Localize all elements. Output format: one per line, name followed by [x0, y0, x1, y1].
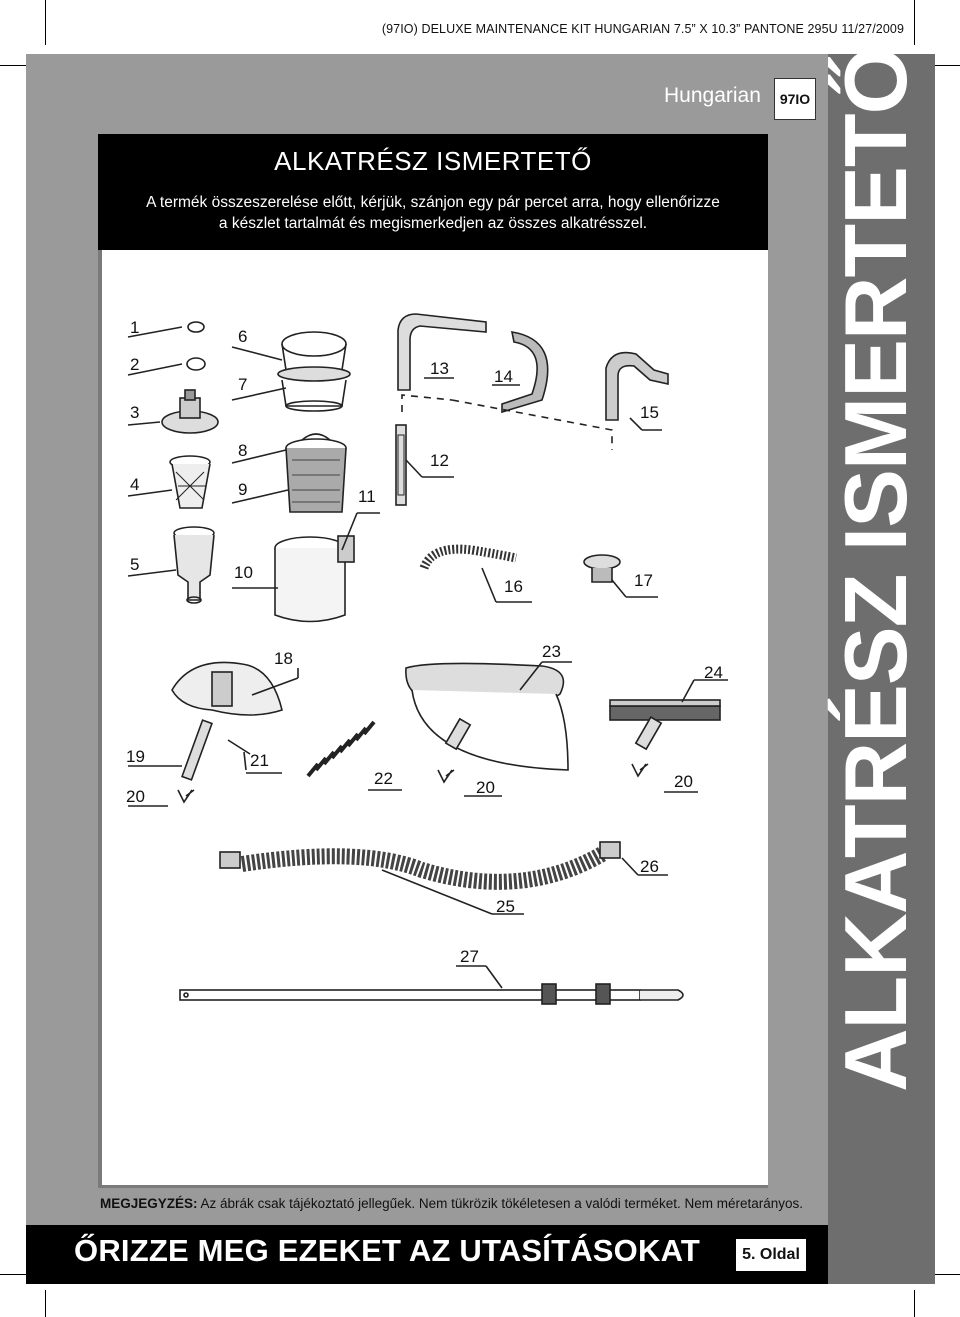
part-number-label: 3: [130, 403, 140, 422]
part-1-o-ring-icon: [188, 322, 204, 332]
part-number-label: 16: [504, 577, 523, 596]
part-number-label: 20: [476, 778, 495, 797]
part-4-strainer-icon: [170, 456, 210, 508]
language-label: Hungarian: [664, 84, 761, 107]
part-number-label: 2: [130, 355, 140, 374]
part-21-pin-icon: [228, 740, 250, 770]
intro-text: [98, 192, 768, 234]
note-label: MEGJEGYZÉS:: [100, 1196, 198, 1211]
part-number-label: 13: [430, 359, 449, 378]
part-number-label: 7: [238, 375, 248, 394]
part-number-label: 25: [496, 897, 515, 916]
part-number-label: 12: [430, 451, 449, 470]
part-number-label: 20: [126, 787, 145, 806]
part-8-9-basket-icon: [286, 434, 346, 512]
part-number-label: 21: [250, 751, 269, 770]
part-16-hose-icon: [424, 549, 516, 568]
note-body: Az ábrák csak tájékoztató jellegűek. Nem tükrözik tökéletesen a valódi terméket. Nem méretarányos.: [197, 1196, 804, 1211]
part-20-clip-icon: [632, 764, 648, 776]
part-number-label: 23: [542, 642, 561, 661]
part-number-label: 11: [358, 487, 376, 506]
part-number-label: 17: [634, 571, 653, 590]
parts-diagram: [102, 250, 768, 1180]
part-number-label: 1: [130, 318, 140, 337]
part-number-label: 4: [130, 475, 140, 494]
part-23-skimmer-icon: [406, 663, 568, 770]
part-number-label: 24: [704, 663, 723, 682]
part-18-vacuum-head-icon: [172, 662, 282, 715]
crop-mark: [914, 1290, 915, 1317]
part-2-o-ring-icon: [187, 358, 205, 370]
crop-mark: [45, 1290, 46, 1317]
part-22-weights-icon: [308, 722, 374, 776]
part-number-label: 9: [238, 480, 248, 499]
title-bar: [98, 134, 768, 182]
part-6-7-float-ring-icon: [278, 332, 350, 411]
part-number-label: 5: [130, 555, 140, 574]
side-title: ALKATRÉSZ ISMERTETŐ: [826, 46, 925, 1092]
printer-info-line: (97IO) DELUXE MAINTENANCE KIT HUNGARIAN 7.5” X 10.3” PANTONE 295U 11/27/2009: [381, 22, 904, 36]
part-20-clip-icon: [438, 770, 454, 782]
part-number-label: 10: [234, 563, 253, 582]
part-number-label: 8: [238, 441, 248, 460]
intro-box: [98, 182, 768, 250]
intro-line-1: A termék összeszerelése előtt, kérjük, szánjon egy pár percet arra, hogy ellenőrizze: [146, 194, 720, 211]
page-title: ALKATRÉSZ ISMERTETŐ: [274, 146, 592, 176]
part-number-label: 26: [640, 857, 659, 876]
part-24-brush-icon: [610, 700, 720, 749]
part-number-label: 22: [374, 769, 393, 788]
part-25-hose-icon: [220, 842, 620, 882]
part-number-label: 15: [640, 403, 659, 422]
part-20-clip-icon: [178, 790, 194, 802]
part-3-valve-icon: [162, 390, 218, 433]
intro-line-2: a készlet tartalmát és megismerkedjen az összes alkatrésszel.: [218, 215, 648, 232]
part-27-pole-icon: [180, 984, 683, 1004]
part-number-label: 20: [674, 772, 693, 791]
note-text: [100, 1196, 803, 1211]
part-17-cap-icon: [584, 555, 620, 582]
part-number-label: 14: [494, 367, 513, 386]
part-5-adapter-icon: [174, 527, 214, 603]
part-12-hanger-icon: [396, 425, 406, 505]
part-number-label: 6: [238, 327, 248, 346]
page-number: 5. Oldal: [736, 1239, 806, 1271]
keep-instructions-text: ŐRIZZE MEG EZEKET AZ UTASÍTÁSOKAT: [74, 1233, 701, 1268]
part-number-label: 27: [460, 947, 479, 966]
part-19-handle-icon: [182, 720, 212, 780]
part-number-label: 19: [126, 747, 145, 766]
model-badge: 97IO: [774, 78, 816, 120]
crop-mark: [45, 0, 46, 45]
part-number-label: 18: [274, 649, 293, 668]
